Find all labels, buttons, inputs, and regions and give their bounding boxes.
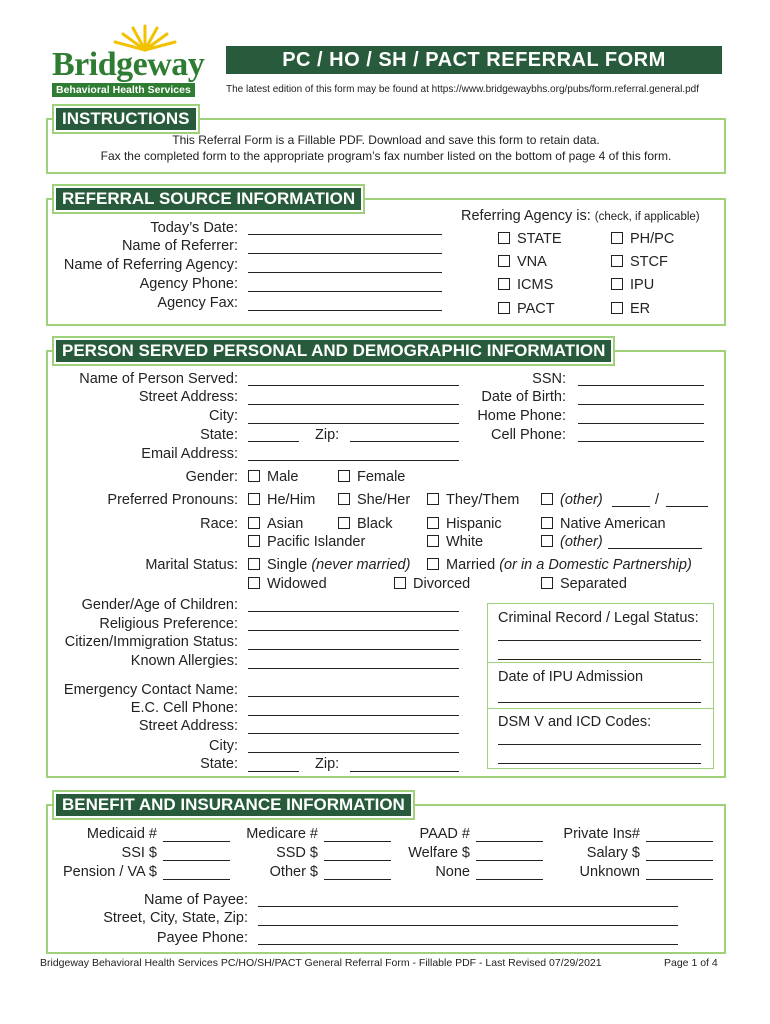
checkbox-single[interactable] — [248, 558, 260, 570]
edition-note: The latest edition of this form may be found at https://www.bridgewaybhs.org/pubs/form.referral.general.pdf — [226, 84, 700, 95]
page-number: Page 1 of 4 — [664, 957, 718, 969]
allergies-label: Known Allergies: — [130, 653, 238, 669]
home-phone-field[interactable] — [578, 410, 704, 424]
medicare-label: Medicare # — [246, 826, 318, 842]
checkbox-pact[interactable] — [498, 302, 510, 314]
agency-option-icms[interactable]: ICMS — [498, 276, 553, 294]
agency-option-phpc[interactable]: PH/PC — [611, 230, 674, 248]
pronoun-they-option[interactable]: They/Them — [427, 491, 519, 509]
ssi-field[interactable] — [163, 847, 230, 861]
ec-cell-label: E.C. Cell Phone: — [130, 700, 238, 716]
pronoun-slash: / — [655, 492, 660, 508]
marital-married-option[interactable]: Married (or in a Domestic Partnership) — [427, 556, 692, 574]
marital-single-option[interactable]: Single (never married) — [248, 556, 410, 574]
welfare-field[interactable] — [476, 847, 543, 861]
payee-address-label: Street, City, State, Zip: — [103, 910, 248, 926]
paad-label: PAAD # — [419, 826, 470, 842]
race-asian-option[interactable]: Asian — [248, 515, 303, 533]
ec-street-field[interactable] — [248, 720, 459, 734]
ipu-date-field[interactable] — [498, 689, 701, 703]
person-name-field[interactable] — [248, 372, 459, 386]
religion-field[interactable] — [248, 617, 459, 631]
marital-label: Marital Status: — [145, 557, 238, 573]
todays-date-label: Today’s Date: — [150, 220, 238, 236]
pronouns-label: Preferred Pronouns: — [107, 492, 238, 508]
ec-city-label: City: — [209, 738, 238, 754]
ssn-label: SSN: — [532, 371, 566, 387]
race-other-field[interactable] — [608, 535, 702, 549]
medicare-field[interactable] — [324, 828, 391, 842]
pronoun-he-option[interactable]: He/Him — [248, 491, 315, 509]
checkbox-he-him[interactable] — [248, 493, 260, 505]
checkbox-divorced[interactable] — [394, 577, 406, 589]
checkbox-widowed[interactable] — [248, 577, 260, 589]
pronoun-other-option[interactable]: (other) — [541, 491, 603, 509]
salary-label: Salary $ — [586, 845, 640, 861]
dob-label: Date of Birth: — [481, 389, 566, 405]
pronoun-other-field-1[interactable] — [612, 493, 650, 507]
ec-name-field[interactable] — [248, 683, 459, 697]
checkbox-separated[interactable] — [541, 577, 553, 589]
checkbox-native-american[interactable] — [541, 517, 553, 529]
referrer-name-label: Name of Referrer: — [121, 238, 238, 254]
dsm-label: DSM V and ICD Codes: — [498, 714, 652, 730]
pension-field[interactable] — [163, 866, 230, 880]
agency-option-state[interactable]: STATE — [498, 230, 562, 248]
checkbox-they-them[interactable] — [427, 493, 439, 505]
checkbox-pacific-islander[interactable] — [248, 535, 260, 547]
agency-fax-label: Agency Fax: — [157, 295, 238, 311]
gender-label: Gender: — [185, 469, 238, 485]
checkbox-state[interactable] — [498, 232, 510, 244]
referral-source-heading: REFERRAL SOURCE INFORMATION — [54, 186, 363, 212]
pronoun-other-field-2[interactable] — [666, 493, 708, 507]
ec-street-label: Street Address: — [138, 718, 238, 734]
criminal-field-2[interactable] — [498, 646, 701, 660]
other-field[interactable] — [324, 866, 391, 880]
religion-label: Religious Preference: — [99, 616, 238, 632]
checkbox-female[interactable] — [338, 470, 350, 482]
zip-label: Zip: — [315, 427, 340, 443]
none-field[interactable] — [476, 866, 543, 880]
race-label: Race: — [200, 516, 238, 532]
allergies-field[interactable] — [248, 655, 459, 669]
email-label: Email Address: — [141, 446, 238, 462]
ipu-date-label: Date of IPU Admission — [498, 669, 644, 685]
race-white-option[interactable]: White — [427, 533, 483, 551]
ssi-label: SSI $ — [121, 845, 157, 861]
checkbox-race-other[interactable] — [541, 535, 553, 547]
dsm-field-2[interactable] — [498, 750, 701, 764]
payee-phone-label: Payee Phone: — [156, 930, 248, 946]
children-label: Gender/Age of Children: — [81, 597, 238, 613]
checkbox-black[interactable] — [338, 517, 350, 529]
footer-text: Bridgeway Behavioral Health Services PC/HO/SH/PACT General Referral Form - Fillable PDF - Last Revised 07/29/2021 — [40, 957, 602, 969]
agency-option-er[interactable]: ER — [611, 300, 650, 318]
unknown-field[interactable] — [646, 866, 713, 880]
checkbox-white[interactable] — [427, 535, 439, 547]
criminal-field-1[interactable] — [498, 627, 701, 641]
pronoun-she-option[interactable]: She/Her — [338, 491, 410, 509]
none-label: None — [435, 864, 470, 880]
referring-agency-label: Name of Referring Agency: — [63, 257, 238, 273]
payee-address-field[interactable] — [258, 912, 678, 926]
city-field[interactable] — [248, 410, 459, 424]
form-title: PC / HO / SH / PACT REFERRAL FORM — [226, 46, 722, 74]
todays-date-field[interactable] — [248, 221, 442, 235]
ssd-label: SSD $ — [276, 845, 318, 861]
criminal-label: Criminal Record / Legal Status: — [498, 610, 699, 626]
agency-fax-field[interactable] — [248, 297, 442, 311]
race-pacific-option[interactable]: Pacific Islander — [248, 533, 365, 551]
ec-city-field[interactable] — [248, 739, 459, 753]
citizen-field[interactable] — [248, 636, 459, 650]
checkbox-she-her[interactable] — [338, 493, 350, 505]
state-label: State: — [200, 427, 238, 443]
payee-phone-field[interactable] — [258, 931, 678, 945]
pension-label: Pension / VA $ — [62, 864, 157, 880]
referrer-name-field[interactable] — [248, 240, 442, 254]
state-field[interactable] — [248, 428, 299, 442]
street-address-label: Street Address: — [138, 389, 238, 405]
ec-name-label: Emergency Contact Name: — [63, 682, 238, 698]
cell-phone-label: Cell Phone: — [491, 427, 566, 443]
medicaid-field[interactable] — [163, 828, 230, 842]
race-other-option[interactable]: (other) — [541, 533, 603, 551]
checkbox-hispanic[interactable] — [427, 517, 439, 529]
street-address-field[interactable] — [248, 391, 459, 405]
payee-name-field[interactable] — [258, 893, 678, 907]
dob-field[interactable] — [578, 391, 704, 405]
medicaid-label: Medicaid # — [86, 826, 157, 842]
checkbox-phpc[interactable] — [611, 232, 623, 244]
checkbox-asian[interactable] — [248, 517, 260, 529]
checkbox-ipu[interactable] — [611, 278, 623, 290]
ec-state-label: State: — [200, 756, 238, 772]
person-served-heading: PERSON SERVED PERSONAL AND DEMOGRAPHIC INFORMATION — [54, 338, 613, 364]
referring-agency-type-label: Referring Agency is: (check, if applicable) — [461, 208, 700, 224]
agency-option-stcf[interactable]: STCF — [611, 253, 668, 271]
checkbox-er[interactable] — [611, 302, 623, 314]
race-native-option[interactable]: Native American — [541, 515, 666, 533]
ec-zip-label: Zip: — [315, 756, 340, 772]
email-field[interactable] — [248, 447, 459, 461]
ssn-field[interactable] — [578, 372, 704, 386]
legal-box-divider-2 — [487, 708, 714, 709]
logo-tagline: Behavioral Health Services — [52, 83, 195, 97]
logo — [50, 24, 210, 98]
citizen-label: Citizen/Immigration Status: — [64, 634, 238, 650]
salary-field[interactable] — [646, 847, 713, 861]
agency-option-pact[interactable]: PACT — [498, 300, 555, 318]
race-hispanic-option[interactable]: Hispanic — [427, 515, 502, 533]
agency-phone-field[interactable] — [248, 278, 442, 292]
agency-phone-label: Agency Phone: — [139, 276, 238, 292]
other-label: Other $ — [269, 864, 318, 880]
ec-state-field[interactable] — [248, 758, 299, 772]
children-field[interactable] — [248, 598, 459, 612]
checkbox-stcf[interactable] — [611, 255, 623, 267]
checkbox-married[interactable] — [427, 558, 439, 570]
home-phone-label: Home Phone: — [477, 408, 566, 424]
welfare-label: Welfare $ — [408, 845, 470, 861]
checkbox-pronoun-other[interactable] — [541, 493, 553, 505]
referring-agency-field[interactable] — [248, 259, 442, 273]
payee-name-label: Name of Payee: — [144, 892, 248, 908]
benefits-heading: BENEFIT AND INSURANCE INFORMATION — [54, 792, 413, 818]
agency-option-vna[interactable]: VNA — [498, 253, 547, 271]
race-black-option[interactable]: Black — [338, 515, 392, 533]
logo-wordmark: Bridgeway — [52, 46, 205, 83]
ssd-field[interactable] — [324, 847, 391, 861]
gender-male-option[interactable]: Male — [248, 468, 298, 486]
cell-phone-field[interactable] — [578, 428, 704, 442]
marital-separated-option[interactable]: Separated — [541, 575, 627, 593]
gender-female-option[interactable]: Female — [338, 468, 405, 486]
private-ins-field[interactable] — [646, 828, 713, 842]
checkbox-icms[interactable] — [498, 278, 510, 290]
agency-option-ipu[interactable]: IPU — [611, 276, 654, 294]
unknown-label: Unknown — [579, 864, 640, 880]
private-ins-label: Private Ins# — [563, 826, 640, 842]
instructions-line1: This Referral Form is a Fillable PDF. Download and save this form to retain data. — [172, 133, 600, 147]
instructions-line2: Fax the completed form to the appropriate program’s fax number listed on the bottom of page 4 of this form. — [100, 149, 672, 163]
marital-widowed-option[interactable]: Widowed — [248, 575, 327, 593]
paad-field[interactable] — [476, 828, 543, 842]
instructions-heading: INSTRUCTIONS — [54, 106, 198, 132]
ec-zip-field[interactable] — [350, 758, 459, 772]
city-label: City: — [209, 408, 238, 424]
dsm-field-1[interactable] — [498, 731, 701, 745]
ec-cell-field[interactable] — [248, 702, 459, 716]
checkbox-vna[interactable] — [498, 255, 510, 267]
checkbox-male[interactable] — [248, 470, 260, 482]
marital-divorced-option[interactable]: Divorced — [394, 575, 470, 593]
person-name-label: Name of Person Served: — [79, 371, 238, 387]
